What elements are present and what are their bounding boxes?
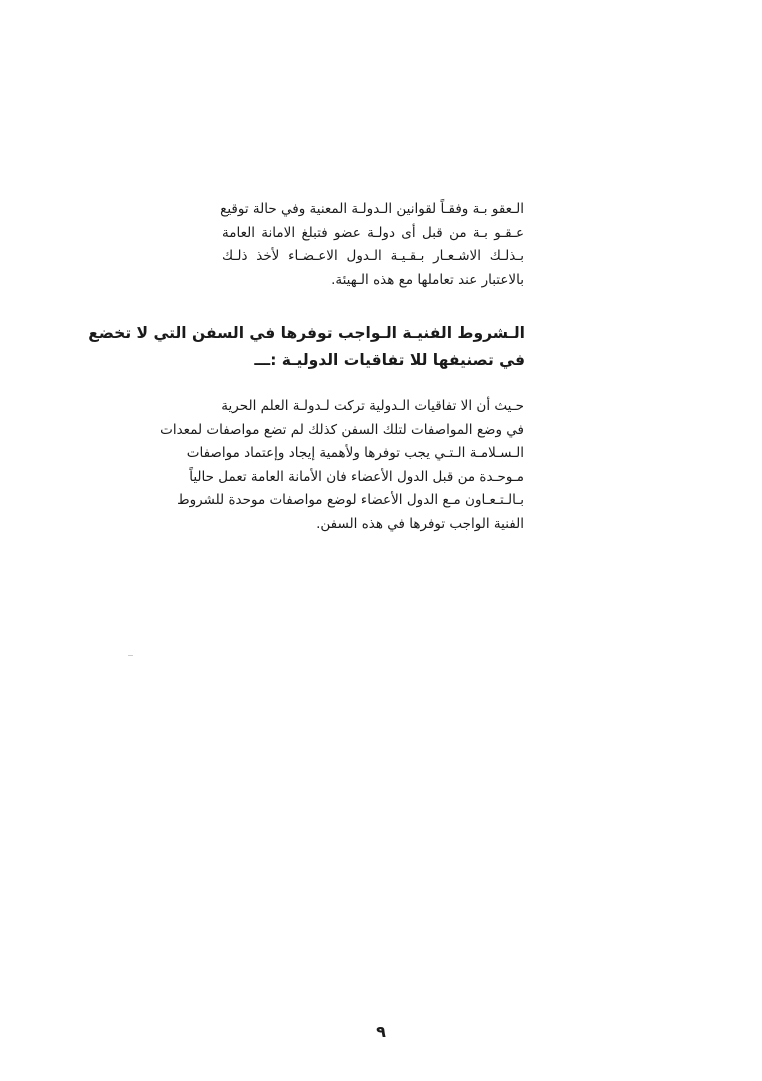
heading-line: في تصنيفها للا تفاقيات الدوليـة :ـــ <box>254 351 525 369</box>
paragraph-line: بـذلـك الاشـعـار بـقـيـة الـدول الاعـضـاء لأخذ ذلـك <box>222 248 524 264</box>
paragraph-line: الـعقو بـة وفقـاً لقوانين الـدولـة المعنية وفي حالة توقيع <box>220 201 524 217</box>
paragraph-line: عـقـو بـة من قبل أى دولـة عضو فتبلغ الامانة العامة <box>222 224 524 241</box>
scan-mark <box>128 655 133 656</box>
paragraph-line: مـوحـدة من قبل الدول الأعضاء فان الأمانة العامة تعمل حالياً <box>189 468 524 485</box>
paragraph-specifications <box>160 395 524 536</box>
paragraph-line: بالاعتبار عند تعاملها مع هذه الـهيئة. <box>331 271 524 288</box>
paragraph-line: بـالـتـعـاون مـع الدول الأعضاء لوضع مواصفات موحدة للشروط <box>177 492 524 508</box>
page-number: ٩ <box>376 1022 386 1041</box>
heading-line: الـشروط الفنيـة الـواجب توفرها في السفن التي لا تخضع <box>88 324 525 342</box>
section-heading <box>88 320 525 374</box>
paragraph-line: حـيث أن الا تفاقيات الـدولية تركت لـدولـة العلم الحرية <box>221 398 524 414</box>
paragraph-line: الـسـلامـة الـتـي يجب توفرها ولأهمية إيجاد وإعتماد مواصفات <box>186 445 524 461</box>
paragraph-line: الفنية الواجب توفرها في هذه السفن. <box>316 515 524 532</box>
paragraph-line: في وضع المواصفات لتلك السفن كذلك لم تضع مواصفات لمعدات <box>160 421 524 438</box>
paragraph-sanctions <box>222 198 524 292</box>
